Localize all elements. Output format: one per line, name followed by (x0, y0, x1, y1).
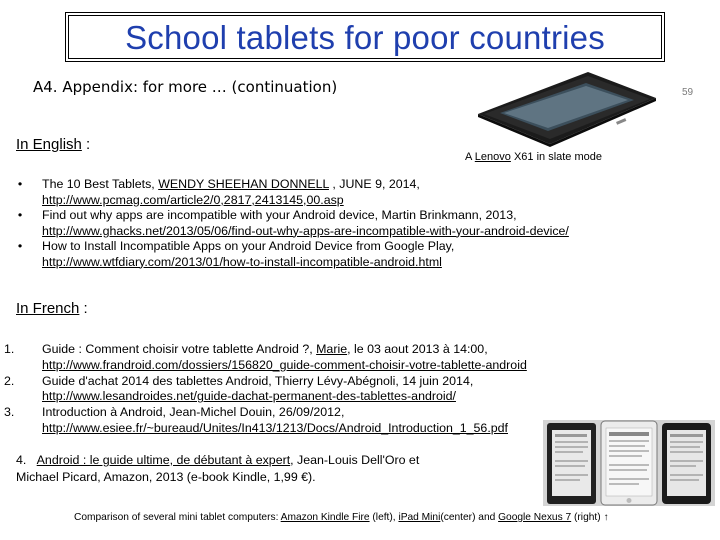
author-link[interactable]: Marie (316, 342, 348, 356)
reference-url[interactable]: http://www.frandroid.com/dossiers/156820_guide-comment-choisir-votre-tablette-android (42, 357, 527, 372)
reference-item-4 (16, 452, 419, 486)
caption-text: (center) and (440, 512, 499, 523)
mini-tablets-image (543, 420, 715, 506)
caption-rest: X61 in slate mode (510, 151, 603, 163)
comparison-caption (74, 512, 609, 523)
caption-text: (left), (369, 512, 399, 523)
reference-url[interactable]: http://www.pcmag.com/article2/0,2817,2413145,00.asp (42, 192, 344, 207)
list-item (14, 208, 704, 239)
author-link[interactable]: WENDY SHEEHAN DONNELL (158, 177, 329, 191)
reference-title: Guide d'achat 2014 des tablettes Android, Thierry Lévy-Abégnoli, 14 juin 2014, (42, 373, 474, 388)
slide-title: School tablets for poor countries (125, 19, 605, 56)
item-number: 3. (4, 405, 15, 420)
list-item (4, 405, 604, 437)
tablet-caption (465, 151, 602, 163)
ipad-mini-link[interactable]: iPad Mini (398, 512, 441, 523)
caption-text: Comparison of several mini tablet computers: (74, 512, 281, 523)
lenovo-tablet-image (470, 68, 660, 148)
nexus-7-link[interactable]: Google Nexus 7 (498, 512, 572, 523)
list-item (4, 374, 604, 406)
english-reference-list (14, 177, 704, 270)
english-heading-text: In English (16, 136, 82, 153)
reference-date: , le 03 aout 2013 à 14:00, (347, 342, 488, 356)
list-item (14, 239, 704, 270)
book-authors: , Jean-Louis Dell'Oro et (290, 453, 420, 467)
french-reference-list (4, 342, 604, 437)
list-item (14, 177, 704, 208)
book-details: Michael Picard, Amazon, 2013 (e-book Kindle, 1,99 €). (16, 470, 316, 484)
item-number: 1. (4, 342, 15, 356)
reference-title: Introduction à Android, Jean-Michel Douin, 26/09/2012, (42, 405, 345, 420)
item-number: 4. (16, 453, 27, 467)
bullet-icon: • (17, 177, 23, 191)
bullet-icon: • (17, 239, 23, 253)
lenovo-link[interactable]: Lenovo (474, 151, 511, 163)
list-item (4, 342, 604, 374)
caption-prefix: A (465, 151, 475, 163)
reference-url[interactable]: http://www.wtfdiary.com/2013/01/how-to-install-incompatible-android.html (42, 254, 442, 269)
french-heading-text: In French (16, 300, 80, 317)
english-heading-colon: : (81, 136, 91, 153)
reference-url[interactable]: http://www.esiee.fr/~bureaud/Unites/In413/1213/Docs/Android_Introduction_1_56.pdf (42, 420, 508, 435)
reference-title: Guide : Comment choisir votre tablette Android ?, (42, 342, 317, 356)
reference-url[interactable]: http://www.lesandroides.net/guide-dachat-permanent-des-tablettes-android/ (42, 389, 456, 404)
bullet-icon: • (17, 208, 23, 222)
french-heading-colon: : (79, 300, 88, 317)
slide-subtitle: A4. Appendix: for more … (continuation) (33, 78, 338, 96)
reference-title: Find out why apps are incompatible with your Android device, Martin Brinkmann, 2013, (42, 208, 517, 222)
item-number: 2. (4, 373, 15, 388)
page-number: 59 (682, 87, 694, 98)
book-link[interactable]: Android : le guide ultime, de débutant à expert (36, 453, 291, 467)
title-frame (65, 12, 665, 62)
reference-title: How to Install Incompatible Apps on your Android Device from Google Play, (42, 239, 455, 253)
english-heading (16, 136, 90, 153)
kindle-fire-link[interactable]: Amazon Kindle Fire (280, 512, 370, 523)
reference-date: , JUNE 9, 2014, (328, 177, 420, 191)
reference-title: The 10 Best Tablets, (42, 177, 159, 191)
french-heading (16, 300, 88, 317)
caption-text: (right) ↑ (571, 512, 609, 523)
reference-url[interactable]: http://www.ghacks.net/2013/05/06/find-out-why-apps-are-incompatible-with-your-android-device/ (42, 223, 569, 238)
